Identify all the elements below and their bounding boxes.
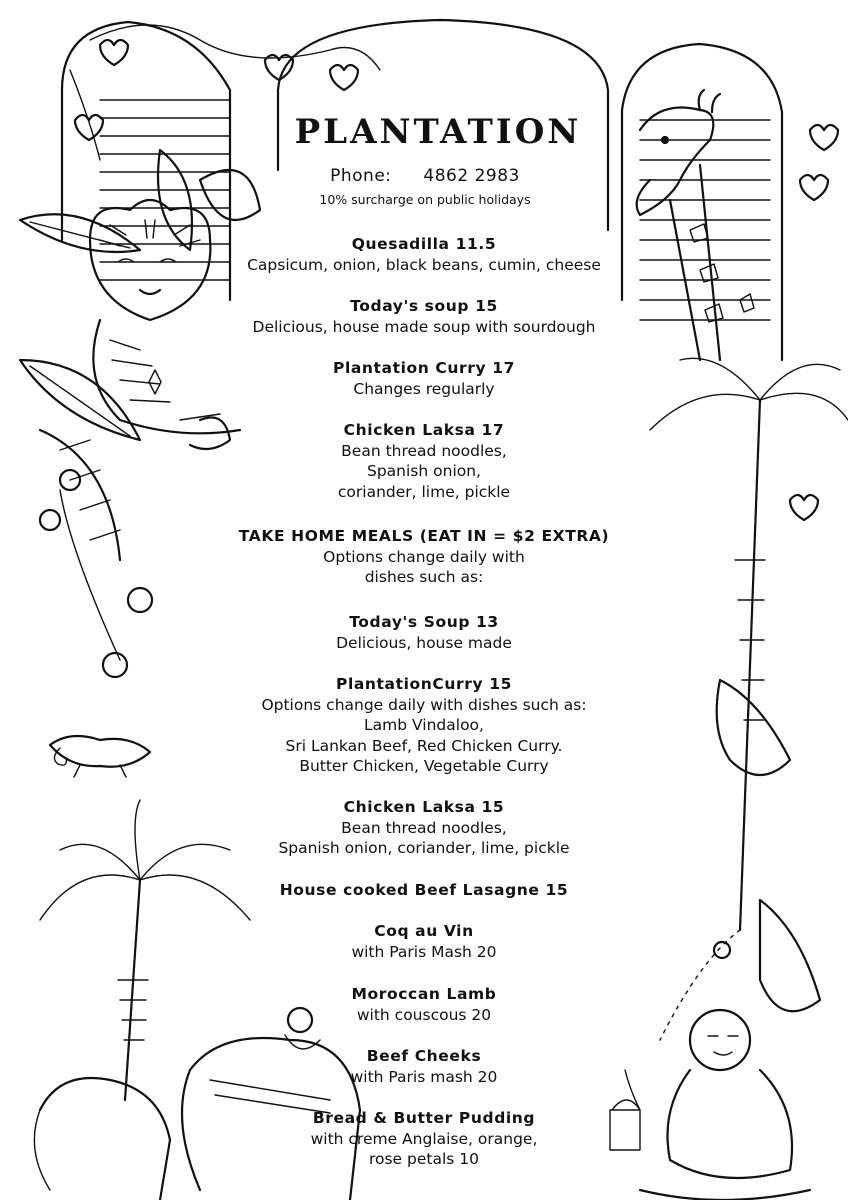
menu-item-name: House cooked Beef Lasagne 15: [279, 881, 569, 899]
menu-item: [212, 420, 636, 502]
menu-item-name: Chicken Laksa 15: [343, 798, 505, 816]
phone-label: Phone:: [330, 166, 392, 186]
take-home-item: [212, 797, 636, 859]
menu-item-desc: coriander, lime, pickle: [337, 482, 511, 501]
surcharge-note: 10% surcharge on public holidays: [319, 192, 531, 207]
take-home-item: [212, 1046, 636, 1087]
chameleon-icon: [50, 736, 150, 777]
menu-item-desc: with creme Anglaise, orange,: [310, 1129, 538, 1148]
left-window-shutter-icon: [62, 22, 230, 300]
bead-chain: [660, 930, 740, 1040]
menu-item-desc: rose petals 10: [368, 1150, 480, 1168]
take-home-section-header: [212, 526, 636, 588]
menu-item-desc: Sri Lankan Beef, Red Chicken Curry.: [285, 736, 563, 755]
menu-item-name: Quesadilla 11.5: [351, 235, 497, 253]
menu-item-name: Today's soup 15: [350, 297, 498, 315]
menu-item-desc: Delicious, house made: [336, 633, 512, 652]
menu-item: [212, 234, 636, 275]
menu-item-desc: Options change daily with dishes such as:: [261, 695, 587, 714]
take-home-item: [212, 984, 636, 1025]
menu-item-name: Today's Soup 13: [349, 613, 499, 631]
menu-item-desc: Capsicum, onion, black beans, cumin, cheese: [247, 255, 601, 274]
giraffe-icon: [637, 90, 754, 360]
menu-item-name: Chicken Laksa 17: [343, 421, 505, 439]
palm-tree-right-icon: [650, 358, 848, 1011]
menu-item-desc: Lamb Vindaloo,: [364, 716, 484, 734]
menu-item-name: Bread & Butter Pudding: [312, 1109, 536, 1127]
take-home-item: [212, 612, 636, 653]
take-home-intro: Options change daily with: [323, 547, 525, 566]
restaurant-title: PLANTATION: [294, 112, 582, 152]
phone-number[interactable]: 4862 2983: [423, 166, 520, 186]
menu-item-name: Moroccan Lamb: [351, 985, 497, 1003]
menu-item: [212, 296, 636, 337]
menu-item-desc: with couscous 20: [356, 1005, 492, 1024]
monkey-icon: [610, 1010, 810, 1200]
pendant-icon: [714, 942, 730, 958]
phone-line: [300, 166, 550, 186]
elephant-icon: [34, 1008, 360, 1200]
take-home-item: [212, 880, 636, 901]
menu-item-name: Coq au Vin: [374, 922, 474, 940]
menu-item-desc: with Paris mash 20: [350, 1067, 498, 1086]
menu-item-desc: with Paris Mash 20: [351, 942, 497, 961]
menu-item-desc: Spanish onion, coriander, lime, pickle: [278, 839, 570, 857]
take-home-item: [212, 921, 636, 962]
menu-item-desc: Butter Chicken, Vegetable Curry: [299, 757, 549, 775]
menu-item-desc: Delicious, house made soup with sourdough: [252, 317, 596, 336]
right-window-shutter-icon: [622, 44, 782, 360]
take-home-item: [212, 674, 636, 777]
flower-icon: [40, 470, 152, 677]
take-home-heading: TAKE HOME MEALS (EAT IN = $2 EXTRA): [238, 527, 610, 545]
menu-item: [212, 358, 636, 399]
menu-item-desc: Changes regularly: [353, 379, 495, 398]
menu-item-desc: Bean thread noodles,: [341, 441, 507, 460]
menu-item-name: PlantationCurry 15: [335, 675, 512, 693]
menu-item-name: Plantation Curry 17: [332, 359, 515, 377]
menu-item-desc: Spanish onion,: [367, 462, 481, 480]
take-home-intro: dishes such as:: [364, 568, 484, 586]
menu-item-desc: Bean thread noodles,: [341, 818, 507, 837]
menu-item-name: Beef Cheeks: [366, 1047, 482, 1065]
take-home-item: [212, 1108, 636, 1170]
